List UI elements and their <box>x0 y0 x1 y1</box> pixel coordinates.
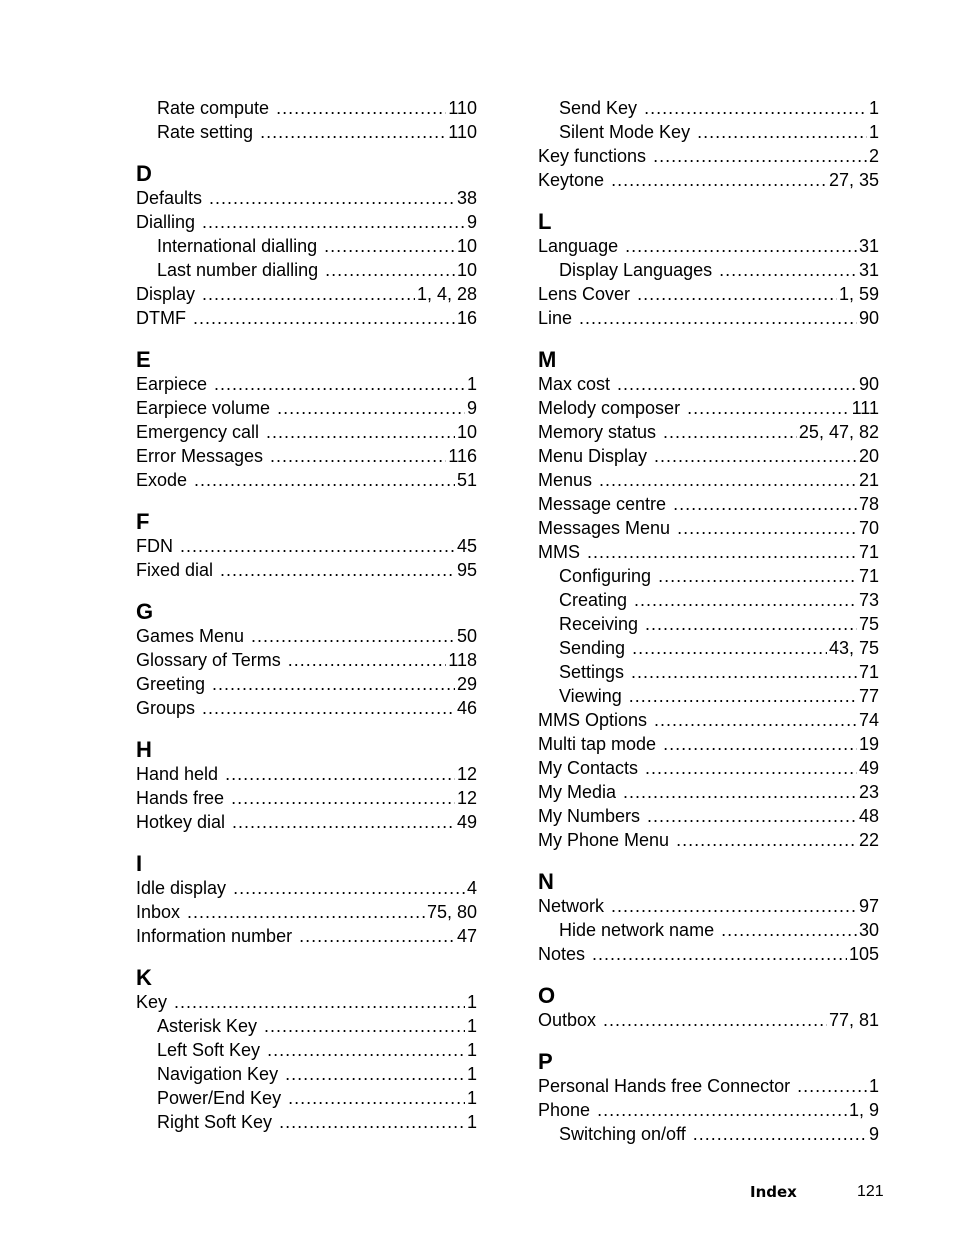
index-entry <box>136 900 477 924</box>
index-term: Max cost <box>538 374 611 394</box>
index-subentry <box>136 1110 477 1134</box>
index-term: Rate compute <box>157 98 270 118</box>
index-page-refs: 111 <box>851 398 879 418</box>
index-page-refs: 43, 75 <box>828 638 879 658</box>
index-letter-heading: K <box>136 965 152 990</box>
index-column-right <box>538 96 879 1146</box>
index-term: Inbox <box>136 902 181 922</box>
index-page-refs: 75 <box>858 614 879 634</box>
index-term: Send Key <box>559 98 638 118</box>
index-entry <box>538 168 879 192</box>
dot-leader <box>687 396 850 420</box>
index-page-refs: 90 <box>858 374 879 394</box>
index-term: Sending <box>559 638 626 658</box>
index-entry <box>538 756 879 780</box>
index-entry <box>538 942 879 966</box>
dot-leader <box>267 1038 465 1062</box>
dot-leader <box>220 558 455 582</box>
index-page-refs: 118 <box>448 650 477 670</box>
dot-leader <box>277 396 465 420</box>
index-term: Idle display <box>136 878 227 898</box>
index-page-refs: 48 <box>858 806 879 826</box>
index-page-refs: 19 <box>858 734 879 754</box>
index-term: Keytone <box>538 170 605 190</box>
index-term: Hand held <box>136 764 219 784</box>
index-page-refs: 1, 9 <box>848 1100 879 1120</box>
index-page-refs: 77 <box>858 686 879 706</box>
index-letter-heading: D <box>136 161 152 186</box>
index-entry <box>538 468 879 492</box>
dot-leader <box>288 648 447 672</box>
index-term: Configuring <box>559 566 652 586</box>
index-letter-heading: O <box>538 983 556 1008</box>
index-page-refs: 70 <box>858 518 879 538</box>
dot-leader <box>629 684 857 708</box>
index-entry <box>136 372 477 396</box>
index-entry <box>538 306 879 330</box>
index-term: Games Menu <box>136 626 245 646</box>
dot-leader <box>579 306 857 330</box>
index-entry <box>538 396 879 420</box>
dot-leader <box>721 918 857 942</box>
index-entry <box>538 708 879 732</box>
index-entry <box>136 762 477 786</box>
index-subentry <box>136 1038 477 1062</box>
index-term: Silent Mode Key <box>559 122 691 142</box>
index-subentry <box>136 234 477 258</box>
index-term: Phone <box>538 1100 591 1120</box>
index-entry <box>538 780 879 804</box>
index-term: My Phone Menu <box>538 830 670 850</box>
index-page-refs: 49 <box>456 812 477 832</box>
index-term: Earpiece volume <box>136 398 271 418</box>
dot-leader <box>260 120 446 144</box>
index-page-refs: 50 <box>456 626 477 646</box>
index-subentry <box>136 1062 477 1086</box>
index-entry <box>538 372 879 396</box>
index-page-refs: 1 <box>466 1112 477 1132</box>
dot-leader <box>603 1008 827 1032</box>
index-term: Hotkey dial <box>136 812 226 832</box>
index-entry <box>538 828 879 852</box>
index-letter-heading: E <box>136 347 151 372</box>
dot-leader <box>266 420 455 444</box>
index-page-refs: 47 <box>456 926 477 946</box>
index-entry <box>136 990 477 1014</box>
index-page-refs: 2 <box>868 146 879 166</box>
index-page-refs: 90 <box>858 308 879 328</box>
dot-leader <box>225 762 455 786</box>
index-entry <box>136 210 477 234</box>
index-term: Melody composer <box>538 398 681 418</box>
index-letter-heading: F <box>136 509 150 534</box>
footer-page-number: 121 <box>857 1183 884 1200</box>
index-term: Information number <box>136 926 293 946</box>
index-page-refs: 116 <box>448 446 477 466</box>
index-term: Key <box>136 992 168 1012</box>
dot-leader <box>625 234 857 258</box>
index-entry <box>136 558 477 582</box>
index-page-refs: 9 <box>466 398 477 418</box>
dot-leader <box>187 900 425 924</box>
index-page-refs: 45 <box>456 536 477 556</box>
index-letter-heading: M <box>538 347 557 372</box>
index-page-refs: 1 <box>466 1064 477 1084</box>
index-entry <box>136 306 477 330</box>
dot-leader <box>653 144 867 168</box>
index-page-refs: 31 <box>858 260 879 280</box>
index-term: DTMF <box>136 308 186 328</box>
index-subentry <box>538 684 879 708</box>
dot-leader <box>676 828 857 852</box>
index-entry <box>538 282 879 306</box>
index-page-refs: 31 <box>858 236 879 256</box>
index-term: Navigation Key <box>157 1064 279 1084</box>
index-term: My Numbers <box>538 806 641 826</box>
index-term: Creating <box>559 590 628 610</box>
index-page-refs: 71 <box>858 662 879 682</box>
index-entry <box>136 672 477 696</box>
index-page-refs: 1, 4, 28 <box>416 284 477 304</box>
dot-leader <box>663 420 797 444</box>
index-term: FDN <box>136 536 173 556</box>
index-entry <box>136 444 477 468</box>
index-page-refs: 97 <box>858 896 879 916</box>
index-term: Defaults <box>136 188 203 208</box>
index-page-refs: 78 <box>858 494 879 514</box>
index-term: Menus <box>538 470 593 490</box>
dot-leader <box>647 804 857 828</box>
dot-leader <box>644 96 867 120</box>
index-page-refs: 23 <box>858 782 879 802</box>
index-subentry <box>136 1014 477 1038</box>
dot-leader <box>587 540 857 564</box>
index-subentry <box>538 636 879 660</box>
index-subentry <box>136 258 477 282</box>
index-page-refs: 51 <box>456 470 477 490</box>
index-page-refs: 30 <box>858 920 879 940</box>
dot-leader <box>202 282 415 306</box>
dot-leader <box>202 696 455 720</box>
dot-leader <box>645 756 857 780</box>
dot-leader <box>324 234 455 258</box>
index-entry <box>538 540 879 564</box>
index-entry <box>136 396 477 420</box>
index-entry <box>538 804 879 828</box>
index-page-refs: 77, 81 <box>828 1010 879 1030</box>
index-page-refs: 110 <box>448 122 477 142</box>
dot-leader <box>658 564 857 588</box>
dot-leader <box>697 120 867 144</box>
page-footer <box>750 1180 884 1205</box>
index-entry <box>136 186 477 210</box>
dot-leader <box>299 924 455 948</box>
index-letter-heading: P <box>538 1049 553 1074</box>
index-term: Rate setting <box>157 122 254 142</box>
index-page-refs: 71 <box>858 566 879 586</box>
index-term: MMS Options <box>538 710 648 730</box>
index-page-refs: 10 <box>456 260 477 280</box>
index-entry <box>538 420 879 444</box>
index-entry <box>538 732 879 756</box>
index-page-refs: 10 <box>456 422 477 442</box>
index-term: Error Messages <box>136 446 264 466</box>
index-page-refs: 1 <box>466 1040 477 1060</box>
dot-leader <box>597 1098 847 1122</box>
index-term: Key functions <box>538 146 647 166</box>
index-page-refs: 1 <box>868 122 879 142</box>
index-page-refs: 1, 59 <box>838 284 879 304</box>
index-page-refs: 29 <box>456 674 477 694</box>
index-page-refs: 1 <box>466 1016 477 1036</box>
index-term: Line <box>538 308 573 328</box>
index-subentry <box>136 120 477 144</box>
index-entry <box>136 786 477 810</box>
index-page-refs: 16 <box>456 308 477 328</box>
index-page-refs: 1 <box>466 374 477 394</box>
dot-leader <box>592 942 847 966</box>
index-page-refs: 20 <box>858 446 879 466</box>
index-letter-heading: G <box>136 599 154 624</box>
dot-leader <box>673 492 857 516</box>
index-term: Outbox <box>538 1010 597 1030</box>
index-page-refs: 21 <box>858 470 879 490</box>
index-term: MMS <box>538 542 580 562</box>
index-page-refs: 12 <box>456 788 477 808</box>
index-page-refs: 105 <box>848 944 879 964</box>
index-term: Earpiece <box>136 374 208 394</box>
index-term: Menu Display <box>538 446 648 466</box>
index-term: Message centre <box>538 494 667 514</box>
index-term: Display Languages <box>559 260 713 280</box>
index-term: Receiving <box>559 614 639 634</box>
dot-leader <box>617 372 857 396</box>
index-page-refs: 12 <box>456 764 477 784</box>
index-page-refs: 10 <box>456 236 477 256</box>
index-term: Left Soft Key <box>157 1040 261 1060</box>
index-subentry <box>136 96 477 120</box>
index-page-refs: 95 <box>456 560 477 580</box>
index-page-refs: 27, 35 <box>828 170 879 190</box>
index-entry <box>136 468 477 492</box>
index-entry <box>136 420 477 444</box>
index-term: Emergency call <box>136 422 260 442</box>
index-term: Greeting <box>136 674 206 694</box>
index-entry <box>538 1098 879 1122</box>
index-subentry <box>538 564 879 588</box>
index-term: Exode <box>136 470 188 490</box>
index-page-refs: 1 <box>466 992 477 1012</box>
index-subentry <box>538 96 879 120</box>
index-term: Last number dialling <box>157 260 319 280</box>
index-subentry <box>538 660 879 684</box>
index-entry <box>538 894 879 918</box>
dot-leader <box>797 1074 867 1098</box>
index-page-refs: 75, 80 <box>426 902 477 922</box>
footer-section-label: Index <box>750 1183 797 1201</box>
index-letter-heading: H <box>136 737 152 762</box>
index-page-refs: 46 <box>456 698 477 718</box>
dot-leader <box>231 786 455 810</box>
dot-leader <box>288 1086 465 1110</box>
dot-leader <box>180 534 455 558</box>
index-page-refs: 73 <box>858 590 879 610</box>
dot-leader <box>599 468 857 492</box>
dot-leader <box>654 708 857 732</box>
dot-leader <box>632 636 827 660</box>
index-entry <box>136 282 477 306</box>
index-page-refs: 22 <box>858 830 879 850</box>
index-entry <box>136 534 477 558</box>
index-subentry <box>136 1086 477 1110</box>
index-entry <box>136 624 477 648</box>
dot-leader <box>276 96 446 120</box>
index-entry <box>538 234 879 258</box>
index-term: Settings <box>559 662 625 682</box>
dot-leader <box>637 282 837 306</box>
index-letter-heading: I <box>136 851 143 876</box>
index-entry <box>538 1074 879 1098</box>
index-term: My Media <box>538 782 617 802</box>
index-page-refs: 1 <box>868 98 879 118</box>
index-page-refs: 1 <box>868 1076 879 1096</box>
index-page-refs: 4 <box>466 878 477 898</box>
index-entry <box>538 492 879 516</box>
dot-leader <box>693 1122 867 1146</box>
index-term: Power/End Key <box>157 1088 282 1108</box>
dot-leader <box>634 588 857 612</box>
index-term: Language <box>538 236 619 256</box>
index-page-refs: 49 <box>858 758 879 778</box>
index-column-left <box>136 96 477 1134</box>
index-page-refs: 71 <box>858 542 879 562</box>
index-term: Viewing <box>559 686 622 706</box>
dot-leader <box>174 990 465 1014</box>
index-term: Hide network name <box>559 920 715 940</box>
index-term: Messages Menu <box>538 518 671 538</box>
index-term: Groups <box>136 698 196 718</box>
index-term: Multi tap mode <box>538 734 657 754</box>
dot-leader <box>193 306 455 330</box>
dot-leader <box>631 660 857 684</box>
dot-leader <box>232 810 455 834</box>
dot-leader <box>623 780 857 804</box>
index-term: My Contacts <box>538 758 639 778</box>
index-term: Memory status <box>538 422 657 442</box>
index-term: Dialling <box>136 212 196 232</box>
index-entry <box>538 1008 879 1032</box>
index-term: Lens Cover <box>538 284 631 304</box>
index-entry <box>136 696 477 720</box>
dot-leader <box>251 624 455 648</box>
dot-leader <box>325 258 455 282</box>
index-term: Display <box>136 284 196 304</box>
index-term: Glossary of Terms <box>136 650 281 670</box>
index-page-refs: 38 <box>456 188 477 208</box>
index-entry <box>538 516 879 540</box>
dot-leader <box>233 876 465 900</box>
index-entry <box>136 876 477 900</box>
index-term: Asterisk Key <box>157 1016 258 1036</box>
index-page-refs: 25, 47, 82 <box>798 422 879 442</box>
dot-leader <box>654 444 857 468</box>
index-subentry <box>538 120 879 144</box>
index-page-refs: 110 <box>448 98 477 118</box>
index-term: Network <box>538 896 605 916</box>
index-term: Notes <box>538 944 586 964</box>
index-term: Hands free <box>136 788 225 808</box>
index-subentry <box>538 612 879 636</box>
index-page-refs: 9 <box>868 1124 879 1144</box>
dot-leader <box>719 258 857 282</box>
index-subentry <box>538 588 879 612</box>
index-entry <box>136 810 477 834</box>
index-page-refs: 74 <box>858 710 879 730</box>
index-letter-heading: N <box>538 869 554 894</box>
index-subentry <box>538 1122 879 1146</box>
dot-leader <box>611 168 827 192</box>
dot-leader <box>645 612 857 636</box>
dot-leader <box>194 468 455 492</box>
dot-leader <box>214 372 465 396</box>
index-subentry <box>538 258 879 282</box>
index-entry <box>136 924 477 948</box>
dot-leader <box>202 210 465 234</box>
index-subentry <box>538 918 879 942</box>
index-term: Personal Hands free Connector <box>538 1076 791 1096</box>
index-term: Right Soft Key <box>157 1112 273 1132</box>
dot-leader <box>611 894 857 918</box>
dot-leader <box>279 1110 465 1134</box>
dot-leader <box>264 1014 465 1038</box>
index-page-refs: 1 <box>466 1088 477 1108</box>
index-term: International dialling <box>157 236 318 256</box>
dot-leader <box>663 732 857 756</box>
dot-leader <box>212 672 455 696</box>
index-entry <box>538 144 879 168</box>
index-letter-heading: L <box>538 209 552 234</box>
dot-leader <box>270 444 446 468</box>
index-entry <box>136 648 477 672</box>
dot-leader <box>677 516 857 540</box>
dot-leader <box>285 1062 465 1086</box>
index-entry <box>538 444 879 468</box>
index-term: Fixed dial <box>136 560 214 580</box>
dot-leader <box>209 186 455 210</box>
index-term: Switching on/off <box>559 1124 686 1144</box>
index-page-refs: 9 <box>466 212 477 232</box>
